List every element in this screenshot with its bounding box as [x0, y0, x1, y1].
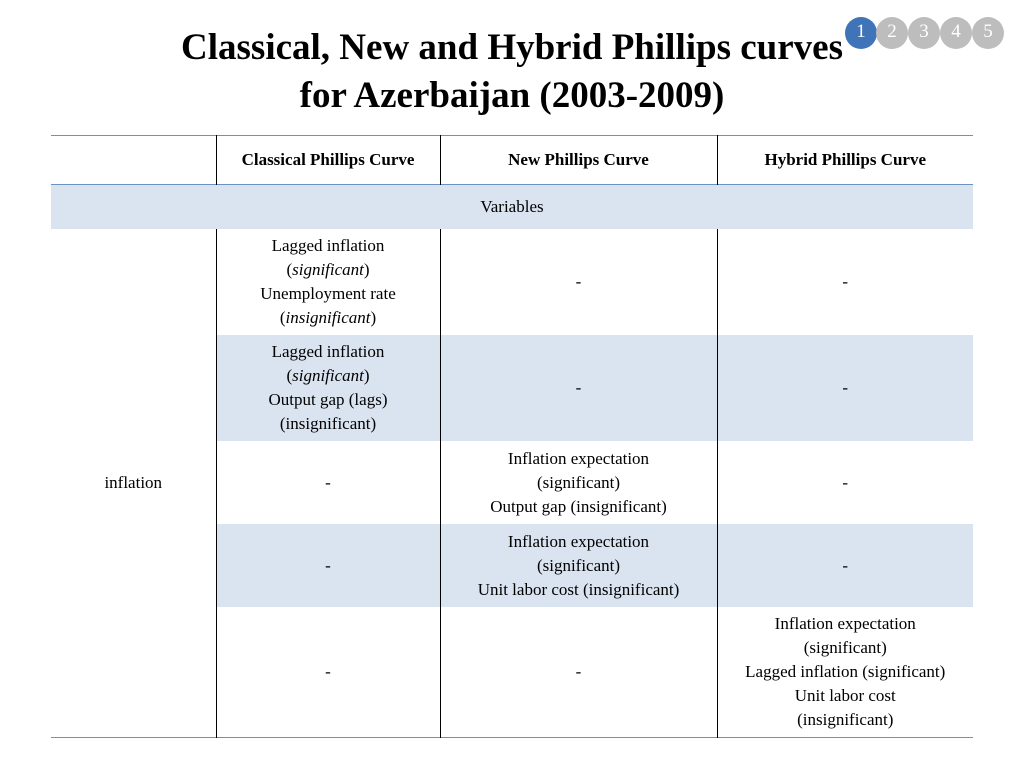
slide-pager [845, 17, 1004, 49]
slide-title-line-2: for Azerbaijan (2003-2009) [299, 75, 725, 116]
cell-new: - [440, 229, 717, 335]
section-row [51, 185, 973, 230]
page-dot-1[interactable]: 1 [845, 17, 877, 49]
cell-new: - [440, 607, 717, 738]
cell-hybrid: Inflation expectation (significant) Lagged inflation (significant) Unit labor cost (insignificant) [717, 607, 973, 738]
table-row [51, 229, 973, 335]
section-label: Variables [51, 185, 973, 230]
page-dot-5[interactable]: 5 [972, 17, 1004, 49]
header-new: New Phillips Curve [440, 136, 717, 185]
page-dot-2[interactable]: 2 [876, 17, 908, 49]
cell-hybrid: - [717, 335, 973, 441]
cell-hybrid: - [717, 524, 973, 607]
row-label: inflation [51, 229, 216, 738]
cell-new: - [440, 335, 717, 441]
header-hybrid: Hybrid Phillips Curve [717, 136, 973, 185]
slide-title-line-1: Classical, New and Hybrid Phillips curves [181, 27, 843, 68]
table-header-row [51, 136, 973, 185]
cell-classical: - [216, 524, 440, 607]
cell-classical: Lagged inflation (significant) Unemployment rate (insignificant) [216, 229, 440, 335]
cell-hybrid: - [717, 229, 973, 335]
phillips-curve-table [51, 135, 973, 738]
cell-classical: - [216, 441, 440, 524]
page-dot-4[interactable]: 4 [940, 17, 972, 49]
cell-new: Inflation expectation (significant) Unit labor cost (insignificant) [440, 524, 717, 607]
header-classical: Classical Phillips Curve [216, 136, 440, 185]
cell-new: Inflation expectation (significant) Output gap (insignificant) [440, 441, 717, 524]
header-empty [51, 136, 216, 185]
page-dot-3[interactable]: 3 [908, 17, 940, 49]
cell-hybrid: - [717, 441, 973, 524]
cell-classical: - [216, 607, 440, 738]
cell-classical: Lagged inflation (significant) Output gap (lags) (insignificant) [216, 335, 440, 441]
